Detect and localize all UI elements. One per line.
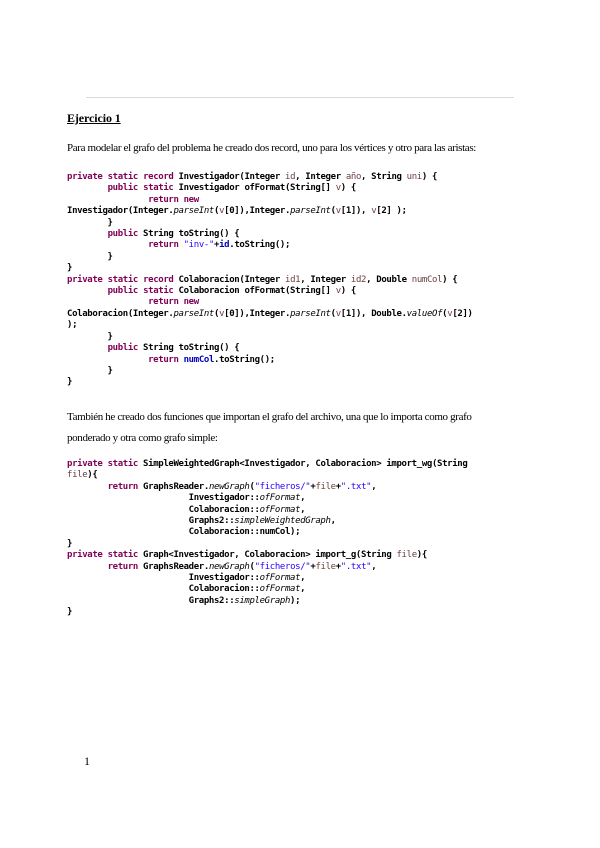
- functions-paragraph-line2: ponderado y otra como grafo simple:: [67, 432, 218, 444]
- page-number: 1: [84, 754, 90, 768]
- code-block-records: private static record Investigador(Integer id, Integer año, String uni) { public static Investigador ofFormat(String[] v) { return new Investigador(Integer.parseInt(v[0]),Integer.parseInt(v[1]), v[2] ); } public String toString() { return "inv-"+id.toString(); } } private static record Colaboracion(Integer id1, Integer id2, Double numCol) { public static Colaboracion ofFormat(String[] v) { return new Colaboracion(Integer.parseInt(v[0]),Integer.parseInt(v[1]), Double.valueOf(v[2]) ); } public String toString() { return numCol.toString(); } }: [67, 172, 473, 388]
- header-rule: [86, 97, 514, 98]
- code-block-functions: private static SimpleWeightedGraph<Investigador, Colaboracion> import_wg(String file){ return GraphsReader.newGraph("ficheros/"+file+".txt", Investigador::ofFormat, Colaboracion::ofFormat, Graphs2::simpleWeightedGraph, Colaboracion::numCol); } private static Graph<Investigador, Colaboracion> import_g(String file){ return GraphsReader.newGraph("ficheros/"+file+".txt", Investigador::ofFormat, Colaboracion::ofFormat, Graphs2::simpleGraph); }: [67, 459, 468, 618]
- functions-paragraph-line1: También he creado dos funciones que importan el grafo del archivo, una que lo importa como grafo: [67, 411, 472, 423]
- exercise-heading: Ejercicio 1: [67, 111, 121, 125]
- intro-paragraph: Para modelar el grafo del problema he creado dos record, uno para los vértices y otro para las aristas:: [67, 142, 476, 154]
